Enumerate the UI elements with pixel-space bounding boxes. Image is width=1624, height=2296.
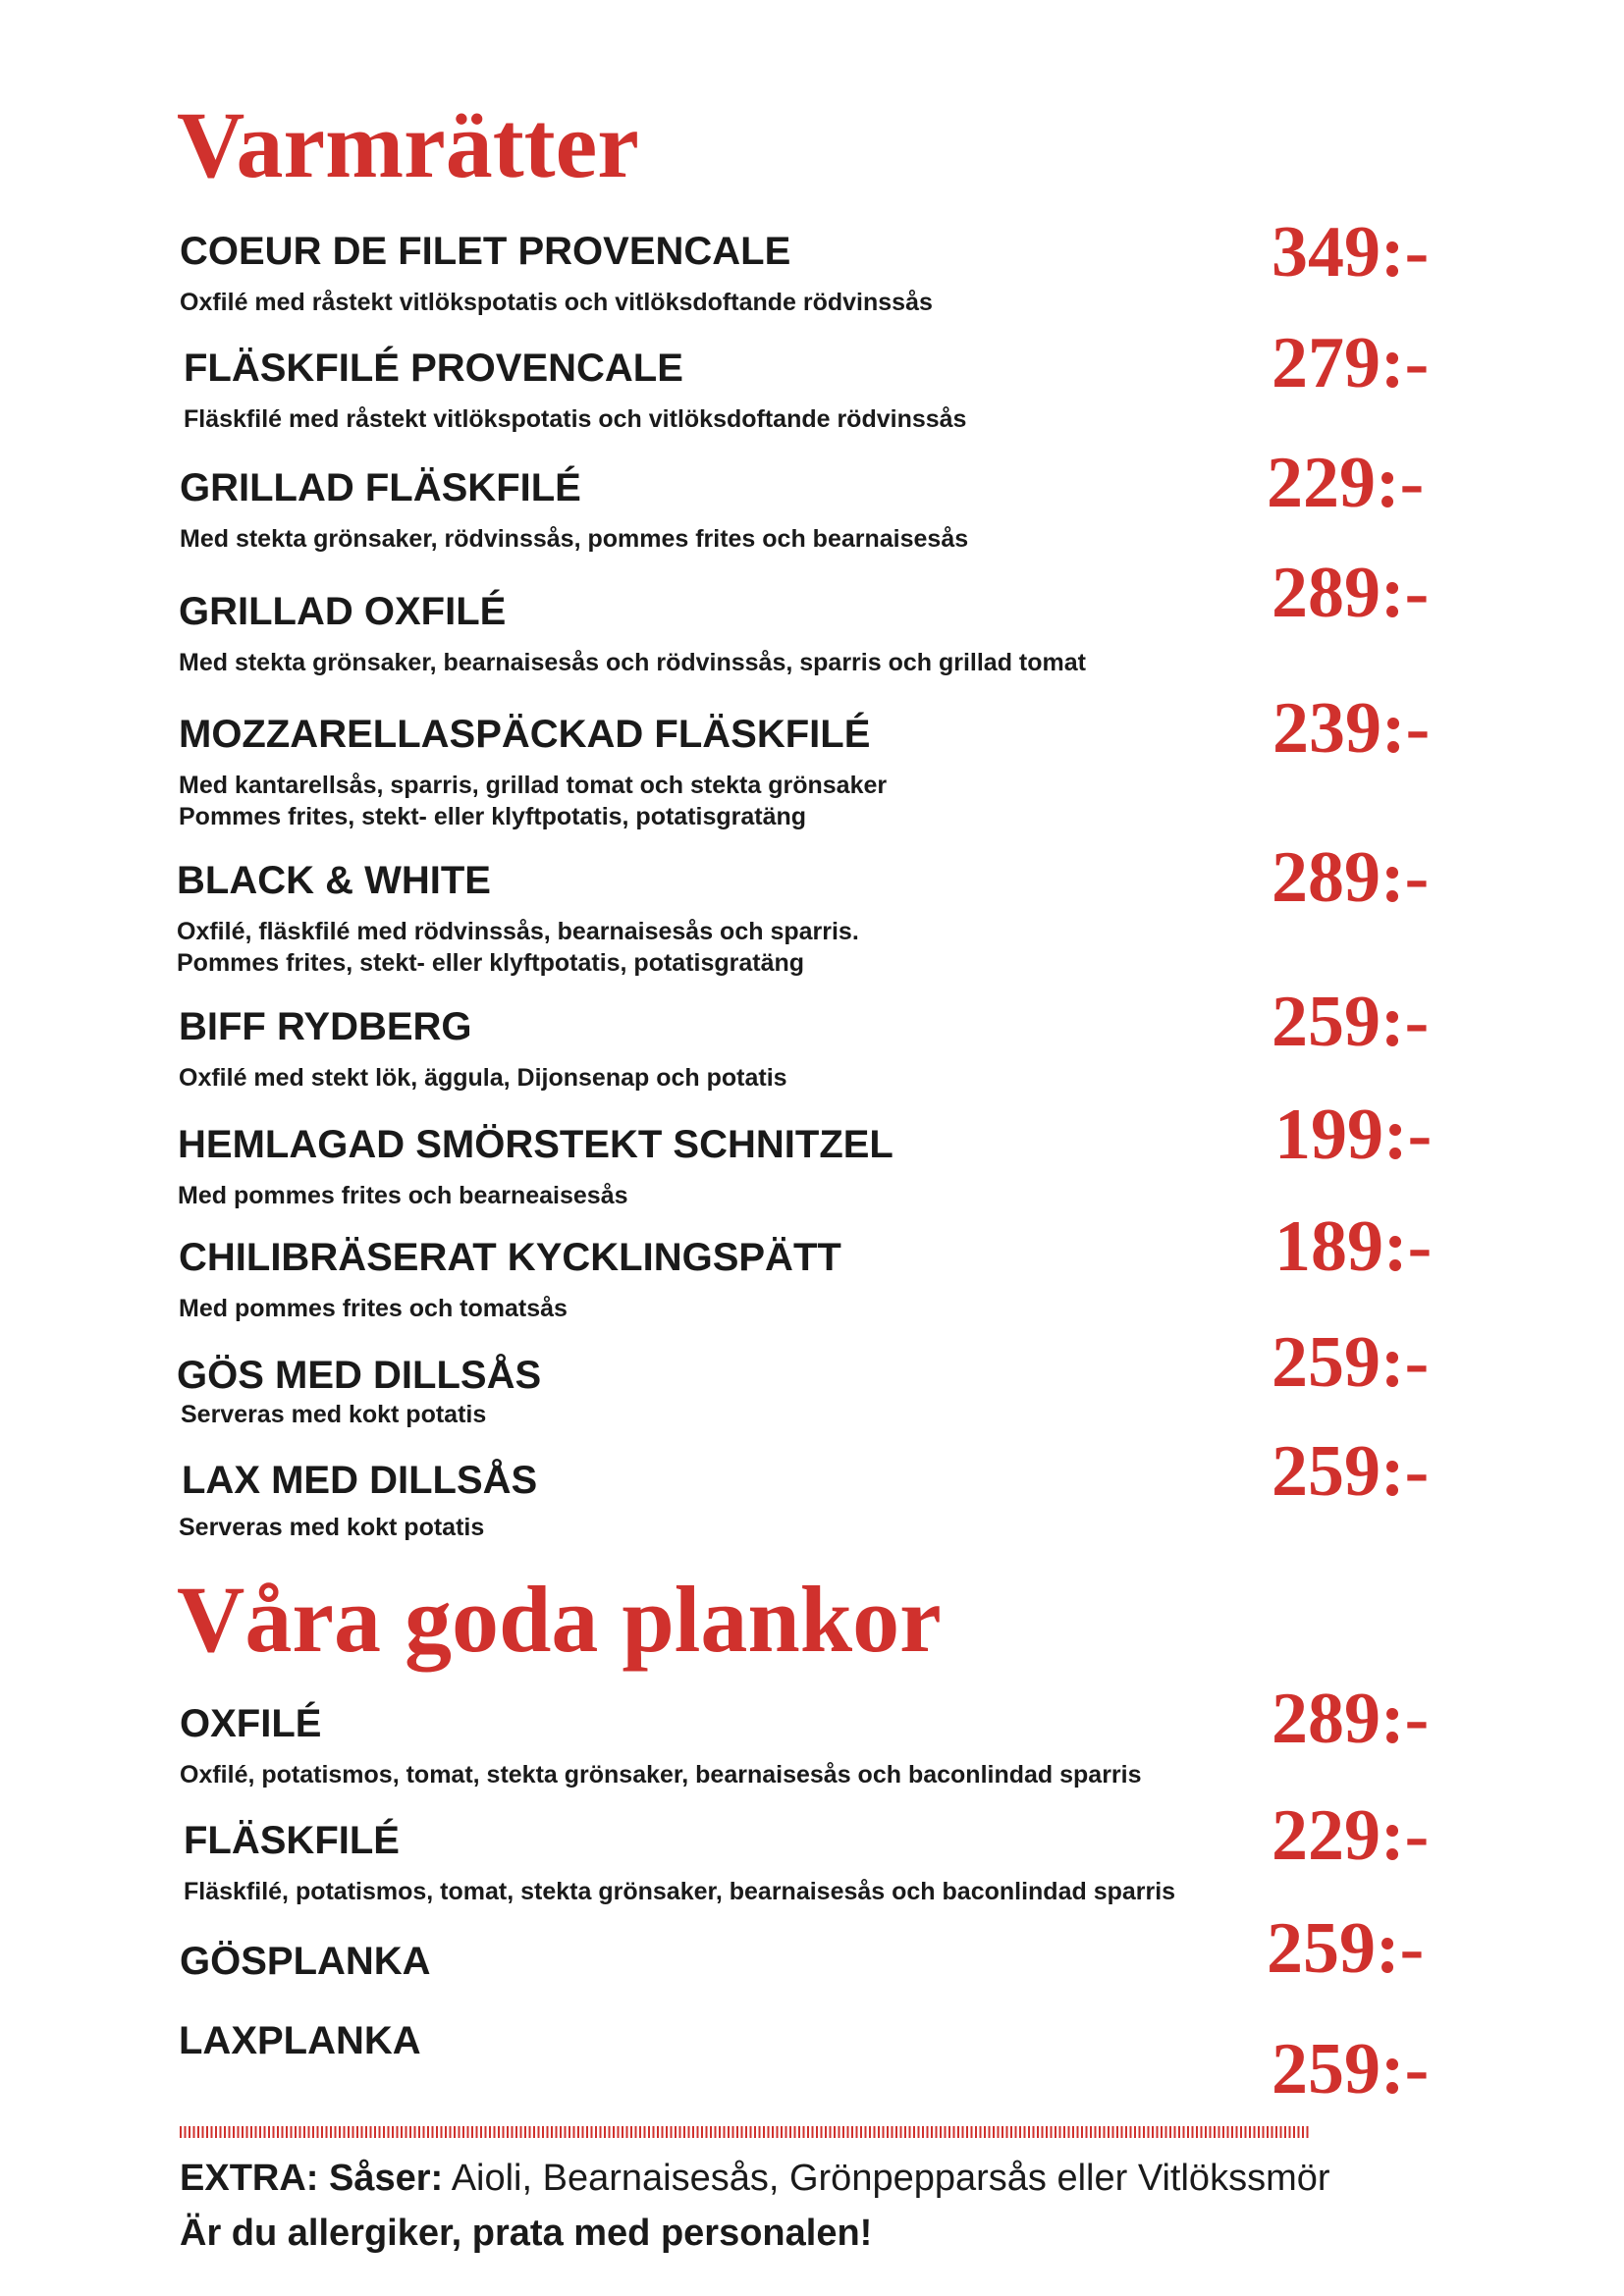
sauces-list: Aioli, Bearnaisesås, Grönpepparsås eller Vitlökssmör [451, 2158, 1330, 2199]
dish-price: 349:- [1272, 212, 1430, 293]
sauces-label: Såser: [329, 2158, 444, 2199]
dish-price: 189:- [1274, 1206, 1433, 1287]
extras-line [180, 2160, 1330, 2197]
dish-description: Oxfilé, fläskfilé med rödvinssås, bearnaisesås och sparris. [177, 918, 859, 945]
dish-description: Med stekta grönsaker, rödvinssås, pommes frites och bearnaisesås [180, 525, 969, 553]
menu-item [0, 982, 1624, 1092]
dish-price: 199:- [1274, 1095, 1433, 1175]
menu-item [0, 212, 1624, 316]
dish-name: BLACK & WHITE [177, 859, 491, 902]
menu-item [0, 688, 1624, 830]
menu-item [0, 443, 1624, 553]
dish-price: 259:- [1272, 1322, 1430, 1403]
dish-name: MOZZARELLASPÄCKAD FLÄSKFILÉ [179, 713, 871, 756]
dish-name: OXFILÉ [180, 1702, 322, 1745]
menu-item [0, 1322, 1624, 1428]
dish-name: LAXPLANKA [179, 2019, 421, 2062]
menu-item [0, 1431, 1624, 1541]
dish-description: Med kantarellsås, sparris, grillad tomat och stekta grönsaker [179, 772, 888, 799]
dish-price: 229:- [1267, 443, 1425, 523]
dish-description: Fläskfilé med råstekt vitlökspotatis och vitlöksdoftande rödvinssås [184, 405, 967, 433]
menu-item [0, 1206, 1624, 1322]
dish-description: Oxfilé med stekt lök, äggula, Dijonsenap och potatis [179, 1064, 787, 1092]
dish-price: 239:- [1272, 688, 1431, 769]
menu-item [0, 1679, 1624, 1789]
menu-item [0, 837, 1624, 977]
dish-description: Serveras med kokt potatis [179, 1514, 485, 1541]
menu-item [0, 1908, 1624, 1989]
dish-name: GRILLAD OXFILÉ [179, 590, 507, 633]
dish-description: Fläskfilé, potatismos, tomat, stekta grönsaker, bearnaisesås och baconlindad sparris [184, 1878, 1176, 1905]
dish-name: FLÄSKFILÉ PROVENCALE [184, 347, 683, 390]
dish-name: GÖS MED DILLSÅS [177, 1354, 542, 1397]
menu-item [0, 1795, 1624, 1905]
dish-description: Serveras med kokt potatis [181, 1401, 487, 1428]
dotted-divider [180, 2126, 1309, 2138]
dish-name: HEMLAGAD SMÖRSTEKT SCHNITZEL [178, 1123, 893, 1166]
dish-name: FLÄSKFILÉ [184, 1819, 400, 1862]
dish-description: Pommes frites, stekt- eller klyftpotatis, potatisgratäng [177, 949, 805, 977]
section-title-plankor: Våra goda plankor [177, 1567, 942, 1672]
dish-price: 289:- [1272, 553, 1430, 633]
menu-item [0, 2019, 1624, 2109]
dish-price: 259:- [1272, 2029, 1430, 2109]
dish-price: 259:- [1267, 1908, 1425, 1989]
dish-price: 229:- [1272, 1795, 1430, 1876]
dish-name: GRILLAD FLÄSKFILÉ [180, 466, 581, 509]
allergy-note: Är du allergiker, prata med personalen! [180, 2213, 873, 2254]
dish-price: 279:- [1272, 323, 1430, 403]
dish-description: Oxfilé med råstekt vitlökspotatis och vitlöksdoftande rödvinssås [180, 289, 933, 316]
dish-name: COEUR DE FILET PROVENCALE [180, 230, 791, 273]
extra-label: EXTRA: [180, 2158, 319, 2199]
dish-name: GÖSPLANKA [180, 1940, 431, 1983]
dish-description: Pommes frites, stekt- eller klyftpotatis, potatisgratäng [179, 803, 807, 830]
dish-description: Med pommes frites och tomatsås [179, 1295, 568, 1322]
dish-price: 289:- [1272, 837, 1430, 918]
menu-item [0, 323, 1624, 433]
dish-price: 259:- [1272, 982, 1430, 1062]
dish-name: LAX MED DILLSÅS [182, 1459, 538, 1502]
menu-item [0, 1095, 1624, 1209]
dish-name: CHILIBRÄSERAT KYCKLINGSPÄTT [179, 1236, 841, 1279]
dish-price: 259:- [1272, 1431, 1430, 1512]
menu-item [0, 553, 1624, 676]
dish-description: Med pommes frites och bearneaisesås [178, 1182, 628, 1209]
dish-price: 289:- [1272, 1679, 1430, 1759]
section-title-varmratter: Varmrätter [177, 92, 639, 197]
dish-name: BIFF RYDBERG [179, 1005, 472, 1048]
dish-description: Oxfilé, potatismos, tomat, stekta grönsaker, bearnaisesås och baconlindad sparris [180, 1761, 1142, 1789]
dish-description: Med stekta grönsaker, bearnaisesås och rödvinssås, sparris och grillad tomat [179, 649, 1086, 676]
